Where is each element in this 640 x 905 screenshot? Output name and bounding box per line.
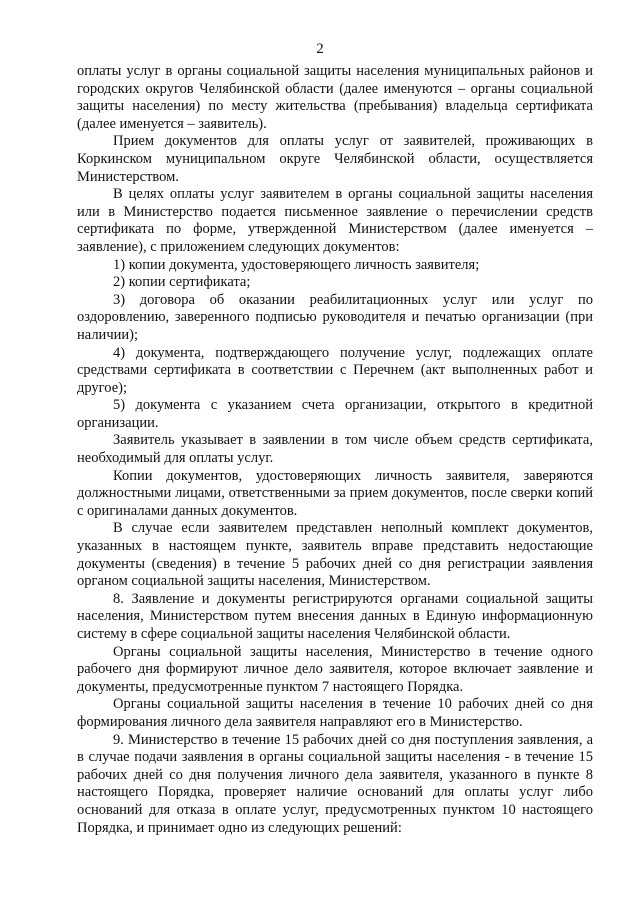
paragraph: Прием документов для оплаты услуг от заявителей, проживающих в Коркинском муниципальном округе Челябинской области, осуществляется Министерством. (77, 133, 593, 185)
document-body (77, 63, 593, 837)
paragraph: Заявитель указывает в заявлении в том числе объем средств сертификата, необходимый для оплаты услуг. (77, 432, 593, 467)
list-item: 1) копии документа, удостоверяющего личность заявителя; (113, 256, 480, 273)
list-item: 2) копии сертификата; (113, 274, 251, 291)
paragraph: Копии документов, удостоверяющих личность заявителя, заверяются должностными лицами, ответственными за прием документов, после сверки копий с оригиналами данных документов. (77, 467, 593, 519)
list-item: 3) договора об оказании реабилитационных услуг или услуг по оздоровлению, заверенного подписью руководителя и печатью организации (при наличии); (77, 291, 593, 343)
list-item: 5) документа с указанием счета организации, открытого в кредитной организации. (77, 397, 593, 431)
paragraph: В случае если заявителем представлен неполный комплект документов, указанных в настоящем пункте, заявитель вправе представить недостающие документы (сведения) в течение 5 рабочих дней со дня регистрации заявления органом социальной защиты населения, Министерством. (77, 520, 593, 590)
paragraph: Органы социальной защиты населения, Министерство в течение одного рабочего дня формируют личное дело заявителя, которое включает заявление и документы, предусмотренные пунктом 7 настоящего Порядка. (77, 643, 593, 695)
page-number: 2 (316, 41, 324, 57)
paragraph: Органы социальной защиты населения в течение 10 рабочих дней со дня формирования личного дела заявителя направляют его в Министерство. (77, 696, 593, 730)
paragraph: 8. Заявление и документы регистрируются органами социальной защиты населения, Министерством путем внесения данных в Единую информационную систему в сфере социальной защиты населения Челябинской области. (77, 590, 593, 642)
paragraph-continuation: оплаты услуг в органы социальной защиты населения муниципальных районов и городских округов Челябинской области (далее именуются – органы социальной защиты населения) по месту жительства (пребывания) владельца сертификата (далее именуется – заявитель). (77, 63, 593, 132)
paragraph: В целях оплаты услуг заявителем в органы социальной защиты населения или в Министерство подается письменное заявление о перечислении средств сертификата по форме, утвержденной Министерством (далее именуется – заявление), с приложением следующих документов: (77, 186, 593, 255)
paragraph: 9. Министерство в течение 15 рабочих дней со дня поступления заявления, а в случае подачи заявления в органы социальной защиты населения - в течение 15 рабочих дней со дня получения личного дела заявителя, указанного в пункте 8 настоящего Порядка, проверяет наличие оснований для оплаты услуг либо оснований для отказа в оплате услуг, предусмотренных пунктом 10 настоящего Порядка, и принимает одно из следующих решений: (77, 731, 593, 836)
list-item: 4) документа, подтверждающего получение услуг, подлежащих оплате средствами сертификата в соответствии с Перечнем (акт выполненных работ и другое); (77, 344, 593, 396)
